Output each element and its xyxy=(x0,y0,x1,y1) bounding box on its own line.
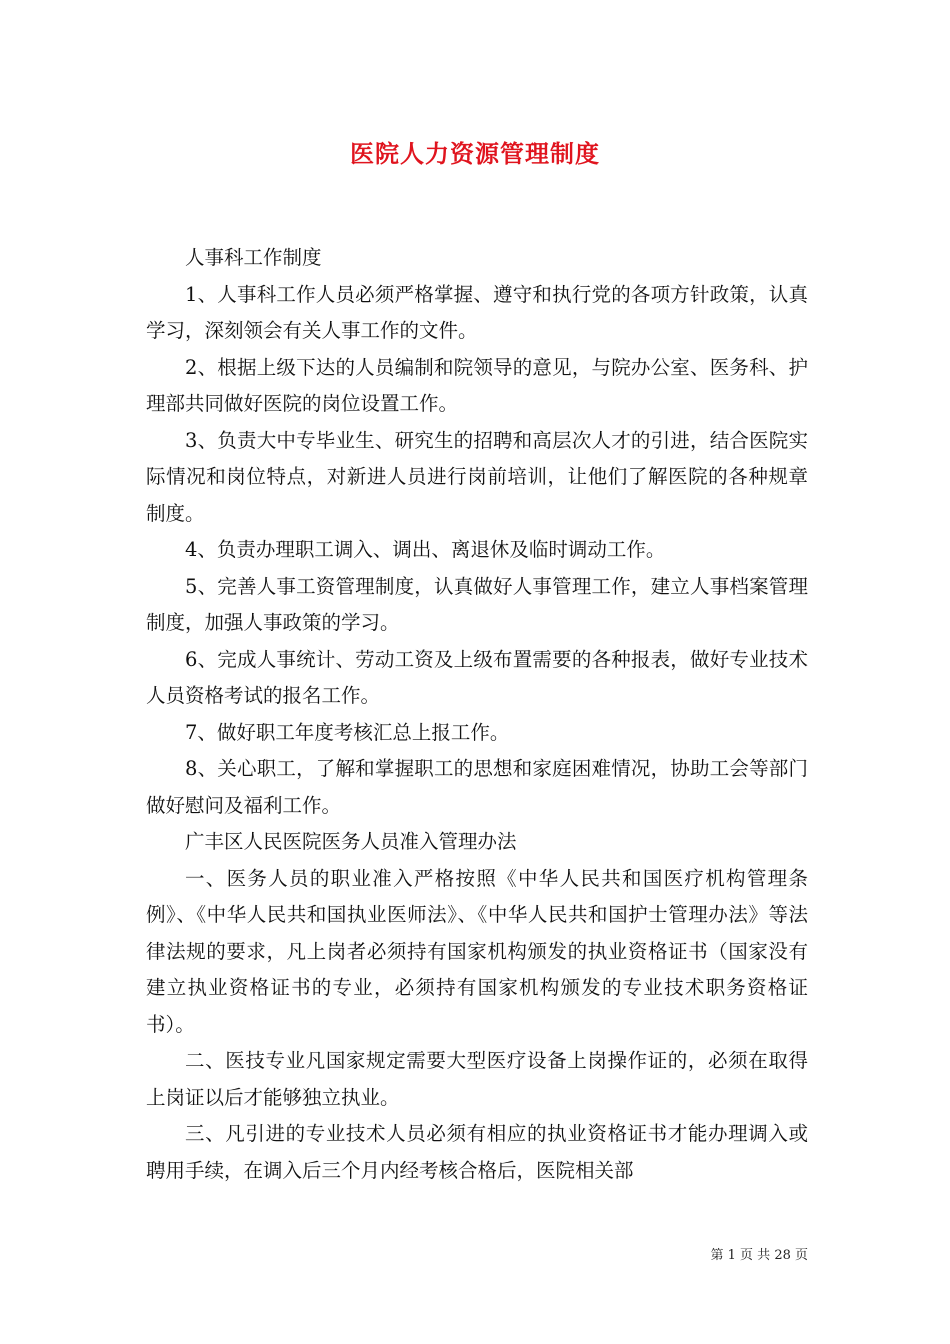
paragraph: 2、根据上级下达的人员编制和院领导的意见，与院办公室、医务科、护理部共同做好医院的岗位设置工作。 xyxy=(146,355,808,415)
paragraph: 一、医务人员的职业准入严格按照《中华人民共和国医疗机构管理条例》、《中华人民共和国执业医师法》、《中华人民共和国护士管理办法》等法律法规的要求，凡上岗者必须持有国家机构颁发的执业资格证书（国家没有建立执业资格证书的专业，必须持有国家机构颁发的专业技术职务资格证书）。 xyxy=(146,866,808,1036)
paragraph: 三、凡引进的专业技术人员必须有相应的执业资格证书才能办理调入或聘用手续，在调入后三个月内经考核合格后，医院相关部 xyxy=(146,1122,808,1182)
paragraph: 8、关心职工，了解和掌握职工的思想和家庭困难情况，协助工会等部门做好慰问及福利工作。 xyxy=(146,757,808,817)
document-title: 医院人力资源管理制度 xyxy=(350,139,600,168)
paragraph: 3、负责大中专毕业生、研究生的招聘和高层次人才的引进，结合医院实际情况和岗位特点，对新进人员进行岗前培训，让他们了解医院的各种规章制度。 xyxy=(146,428,808,525)
paragraph: 6、完成人事统计、劳动工资及上级布置需要的各种报表，做好专业技术人员资格考试的报名工作。 xyxy=(146,647,808,707)
paragraph: 二、医技专业凡国家规定需要大型医疗设备上岗操作证的，必须在取得上岗证以后才能够独立执业。 xyxy=(146,1049,808,1109)
paragraph: 7、做好职工年度考核汇总上报工作。 xyxy=(185,720,510,744)
page-number: 第 1 页 共 28 页 xyxy=(710,1248,808,1263)
paragraph: 4、负责办理职工调入、调出、离退休及临时调动工作。 xyxy=(185,538,666,561)
document-body xyxy=(146,240,808,1189)
paragraph: 5、完善人事工资管理制度，认真做好人事管理工作，建立人事档案管理制度，加强人事政策的学习。 xyxy=(146,574,808,634)
paragraph: 1、人事科工作人员必须严格掌握、遵守和执行党的各项方针政策，认真学习，深刻领会有关人事工作的文件。 xyxy=(146,282,808,342)
section-heading-personnel: 人事科工作制度 xyxy=(185,246,322,269)
section-heading-access: 广丰区人民医院医务人员准入管理办法 xyxy=(185,830,517,853)
